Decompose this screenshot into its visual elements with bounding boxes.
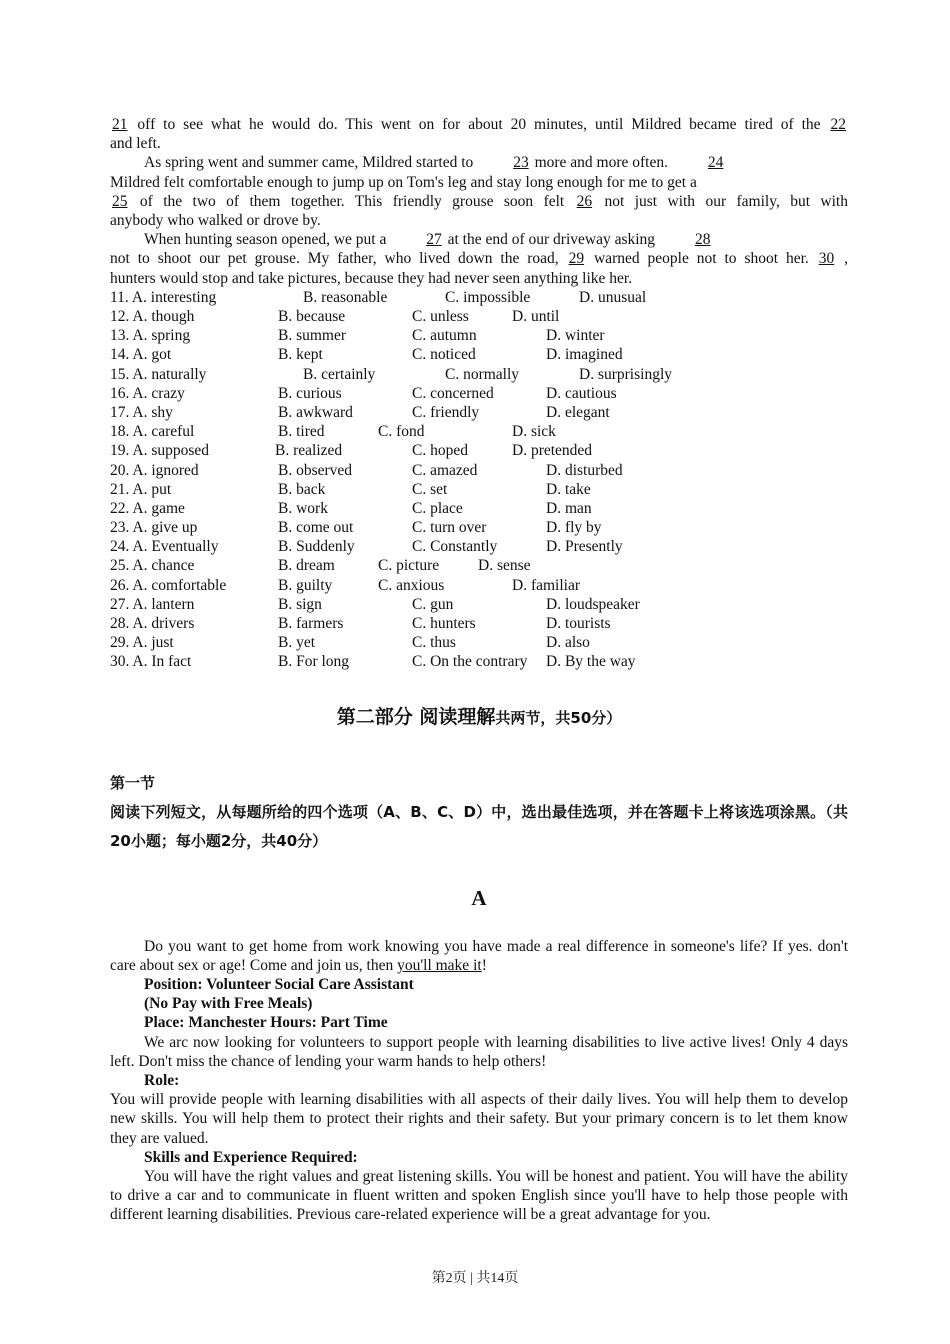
blank-24: 24: [707, 154, 724, 172]
option-c: C. amazed: [412, 461, 478, 479]
option-row: [110, 537, 848, 556]
option-b: B. tired: [278, 423, 325, 441]
option-d: D. unusual: [579, 288, 647, 306]
looking-paragraph: We arc now looking for volunteers to support people with learning disabilities to live active lives! Only 4 days left. Don't miss the chance of lending your warm hands to help others!: [110, 1033, 848, 1070]
option-b: B. guilty: [278, 576, 333, 594]
cloze-line: 21 off to see what he would do. This went on for about 20 minutes, until Mildred became tired of the 22: [112, 116, 846, 133]
option-b: B. dream: [278, 557, 335, 575]
option-row: [110, 595, 848, 614]
option-c: C. On the contrary: [412, 653, 528, 671]
option-row: [110, 384, 848, 403]
option-b: B. observed: [278, 461, 353, 479]
blank-28: 28: [694, 231, 711, 249]
blank-29: 29: [568, 250, 585, 268]
cloze-line: anybody who walked or drove by.: [110, 212, 321, 230]
option-d: D. man: [546, 499, 592, 517]
option-row: [110, 499, 848, 518]
option-a: 29. A. just: [110, 634, 174, 652]
option-c: C. hunters: [412, 615, 476, 633]
option-d: D. sick: [512, 423, 556, 441]
option-c: C. place: [412, 499, 463, 517]
option-c: C. gun: [412, 595, 454, 613]
option-row: [110, 633, 848, 652]
option-row: [110, 652, 848, 671]
option-a: 13. A. spring: [110, 327, 191, 345]
option-d: D. disturbed: [546, 461, 623, 479]
option-c: C. friendly: [412, 403, 480, 421]
role-paragraph: You will provide people with learning disabilities with all aspects of their daily lives. You will help them to develop new skills. You will help them to protect their rights and their safety. But your primary concern is to let them know they are valued.: [110, 1091, 848, 1147]
cloze-line: When hunting season opened, we put a 27 at the end of our driveway asking 28: [144, 231, 711, 249]
place-line: Place: Manchester Hours: Part Time: [144, 1014, 388, 1032]
option-row: [110, 345, 848, 364]
options-list: [110, 288, 848, 672]
option-c: C. anxious: [378, 576, 445, 594]
cloze-line: 25 of the two of them together. This friendly grouse soon felt 26 not just with our family, but with: [112, 192, 848, 210]
option-b: B. Suddenly: [278, 538, 355, 556]
option-d: D. until: [512, 308, 560, 326]
option-d: D. sense: [478, 557, 531, 575]
option-row: [110, 556, 848, 575]
option-b: B. work: [278, 499, 328, 517]
option-a: 17. A. shy: [110, 403, 173, 421]
option-row: [110, 403, 848, 422]
option-b: B. because: [278, 308, 346, 326]
blank-27: 27: [426, 231, 442, 249]
option-b: B. back: [278, 480, 326, 498]
intro-paragraph: Do you want to get home from work knowing you have made a real difference in someone's life? If yes. don't care about sex or age! Come and join us, then you'll make it!: [110, 937, 848, 974]
option-row: [110, 422, 848, 441]
option-b: B. kept: [278, 346, 323, 364]
option-a: 11. A. interesting: [110, 288, 217, 306]
option-a: 15. A. naturally: [110, 365, 207, 383]
option-c: C. impossible: [445, 288, 531, 306]
option-a: 24. A. Eventually: [110, 538, 219, 556]
option-a: 20. A. ignored: [110, 461, 199, 479]
intro-link: you'll make it: [397, 956, 482, 974]
option-a: 19. A. supposed: [110, 442, 210, 460]
option-a: 22. A. game: [110, 499, 185, 517]
option-row: [110, 614, 848, 633]
option-row: [110, 307, 848, 326]
option-row: [110, 480, 848, 499]
option-b: B. realized: [275, 442, 343, 460]
blank-22: 22: [830, 116, 846, 133]
option-b: B. curious: [278, 384, 342, 402]
option-d: D. fly by: [546, 519, 602, 537]
option-d: D. elegant: [546, 403, 610, 421]
option-a: 26. A. comfortable: [110, 576, 227, 594]
option-c: C. Constantly: [412, 538, 498, 556]
cloze-line: As spring went and summer came, Mildred started to 23 more and more often. 24: [144, 154, 724, 172]
option-b: B. awkward: [278, 403, 353, 421]
option-row: [110, 326, 848, 345]
option-c: C. concerned: [412, 384, 494, 402]
option-a: 25. A. chance: [110, 557, 195, 575]
option-a: 12. A. though: [110, 308, 195, 326]
option-c: C. picture: [378, 557, 440, 575]
option-c: C. noticed: [412, 346, 476, 364]
skills-heading: Skills and Experience Required:: [144, 1148, 358, 1166]
option-d: D. pretended: [512, 442, 593, 460]
document-page: [110, 115, 848, 1225]
option-row: [110, 441, 848, 460]
option-b: B. come out: [278, 519, 354, 537]
blank-23: 23: [513, 154, 529, 172]
option-a: 18. A. careful: [110, 423, 195, 441]
instructions: 阅读下列短文，从每题所给的四个选项（A、B、C、D）中，选出最佳选项，并在答题卡上将该选项涂黑。（共20小题；每小题2分，共40分）: [110, 802, 848, 850]
cloze-line: hunters would stop and take pictures, because they had never seen anything like her.: [110, 269, 633, 287]
pay-line: (No Pay with Free Meals): [144, 995, 313, 1013]
option-row: [110, 288, 848, 307]
option-b: B. sign: [278, 595, 322, 613]
option-d: D. cautious: [546, 384, 617, 402]
cloze-line: Mildred felt comfortable enough to jump up on Tom's leg and stay long enough for me to get a: [110, 173, 697, 191]
option-d: D. imagined: [546, 346, 623, 364]
option-c: C. autumn: [412, 327, 477, 345]
option-d: D. tourists: [546, 615, 611, 633]
option-row: [110, 576, 848, 595]
passage-label: A: [471, 885, 487, 910]
option-d: D. familiar: [512, 576, 581, 594]
option-b: B. For long: [278, 653, 350, 671]
option-b: B. certainly: [303, 365, 376, 383]
blank-30: 30: [818, 250, 835, 268]
option-c: C. set: [412, 480, 448, 498]
option-d: D. surprisingly: [579, 365, 672, 383]
option-c: C. normally: [445, 365, 520, 383]
option-d: D. Presently: [546, 538, 623, 556]
option-d: D. loudspeaker: [546, 595, 640, 613]
skills-paragraph: You will have the right values and great listening skills. You will be honest and patient. You will have the ability to drive a car and to communicate in fluent written and spoken English since you'll have to help those people with different learning disabilities. Previous care-related experience will be a great advantage for you.: [110, 1168, 848, 1224]
option-b: B. farmers: [278, 615, 344, 633]
option-d: D. winter: [546, 327, 605, 345]
section-title: 第二部分 阅读理解共两节，共50分）: [336, 705, 622, 728]
cloze-line: not to shoot our pet grouse. My father, who lived down the road, 29 warned people not to shoot her. 30 ,: [110, 250, 849, 268]
option-d: D. take: [546, 480, 591, 498]
option-b: B. summer: [278, 327, 347, 345]
option-row: [110, 365, 848, 384]
option-b: B. reasonable: [303, 288, 388, 306]
option-c: C. hoped: [412, 442, 468, 460]
option-a: 16. A. crazy: [110, 384, 185, 402]
option-row: [110, 518, 848, 537]
part-label: 第一节: [110, 773, 156, 792]
blank-21: 21: [112, 116, 128, 133]
option-c: C. thus: [412, 634, 456, 652]
option-c: C. unless: [412, 308, 469, 326]
option-a: 27. A. lantern: [110, 595, 195, 613]
page-footer: 第2页 | 共14页: [431, 1271, 519, 1286]
option-a: 28. A. drivers: [110, 615, 195, 633]
option-a: 21. A. put: [110, 480, 172, 498]
option-row: [110, 461, 848, 480]
option-d: D. By the way: [546, 653, 636, 671]
option-a: 14. A. got: [110, 346, 172, 364]
cloze-line: and left.: [110, 135, 161, 153]
option-a: 23. A. give up: [110, 519, 198, 537]
option-c: C. turn over: [412, 519, 487, 537]
option-c: C. fond: [378, 423, 425, 441]
option-a: 30. A. In fact: [110, 653, 192, 671]
blank-25: 25: [112, 192, 128, 210]
option-b: B. yet: [278, 634, 316, 652]
blank-26: 26: [576, 192, 593, 210]
role-heading: Role:: [144, 1072, 180, 1089]
position-line: Position: Volunteer Social Care Assistant: [144, 975, 414, 993]
option-d: D. also: [546, 634, 590, 652]
